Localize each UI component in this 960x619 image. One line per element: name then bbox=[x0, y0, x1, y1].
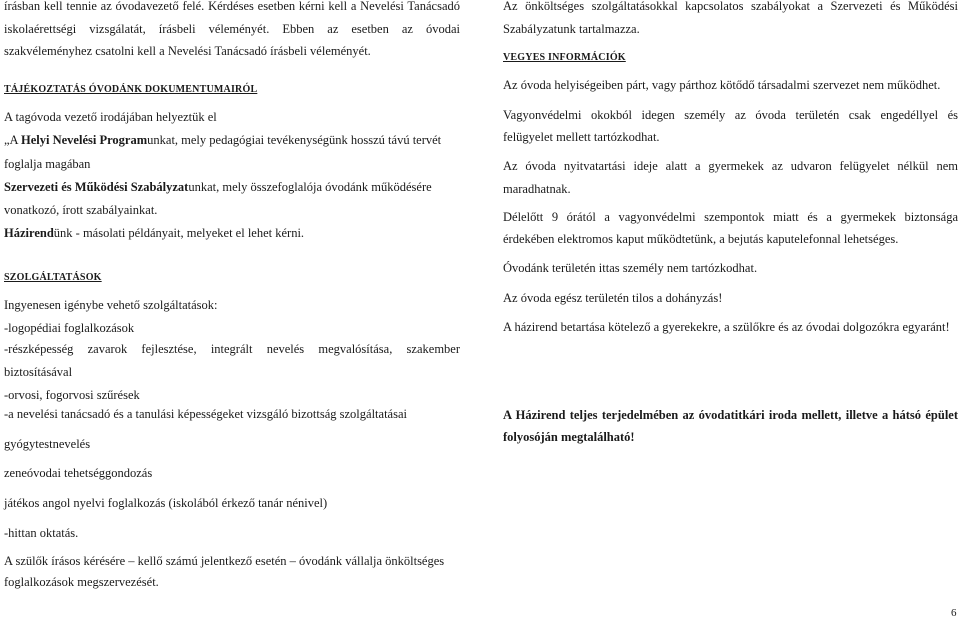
services-item: -részképesség zavarok fejlesztése, integrált nevelés megvalósítása, szakember bbox=[4, 342, 460, 356]
intro-line: szakvéleményhez csatolni kell a Nevelési Tanácsadó írásbeli véleményét. bbox=[4, 44, 371, 58]
services-item: -a nevelési tanácsadó és a tanulási képességeket vizsgáló bizottság szolgáltatásai bbox=[4, 407, 407, 421]
szmsz-rest: unkat, mely összefoglalója óvodánk működésére bbox=[188, 180, 432, 194]
misc-item: Óvodánk területén ittas személy nem tartózkodhat. bbox=[503, 261, 758, 275]
services-item: zeneóvodai tehetséggondozás bbox=[4, 466, 153, 480]
services-item: játékos angol nyelvi foglalkozás (iskolából érkező tanár nénivel) bbox=[4, 496, 328, 510]
misc-item: A házirend betartása kötelező a gyerekekre, a szülőkre és az óvodai dolgozókra egyaránt! bbox=[503, 320, 950, 334]
intro-line: írásban kell tennie az óvodavezető felé. Kérdéses esetben kérni kell a Nevelési Tanácsadó bbox=[4, 0, 460, 13]
services-item: A szülők írásos kérésére – kellő számú jelentkező esetén – óvodánk vállalja önköltséges bbox=[4, 554, 445, 568]
closing-line: A Házirend teljes terjedelmében az óvodatitkári iroda mellett, illetve a hátsó épület bbox=[503, 408, 958, 422]
program-quote: „A bbox=[4, 133, 22, 147]
misc-item: felügyelet mellett tartózkodhat. bbox=[503, 130, 660, 144]
program-rest: unkat, mely pedagógiai tevékenységünk hosszú távú tervét bbox=[147, 133, 442, 147]
documents-heading: TÁJÉKOZTATÁS ÓVODÁNK DOKUMENTUMAIRÓL bbox=[4, 84, 258, 95]
services-item: biztosításával bbox=[4, 365, 73, 379]
documents-intro: A tagóvoda vezető irodájában helyeztük el bbox=[4, 110, 217, 124]
misc-item: Az óvoda nyitvatartási ideje alatt a gyermekek az udvaron felügyelet nélkül nem bbox=[503, 159, 958, 173]
misc-item: érdekében elektromos kaput működtetünk, a bejutás kaputelefonnal lehetséges. bbox=[503, 232, 899, 246]
misc-heading: VEGYES INFORMÁCIÓK bbox=[503, 52, 626, 63]
hazirend-title: Házirend bbox=[4, 226, 54, 240]
hazirend-rest: ünk - másolati példányait, melyeket el lehet kérni. bbox=[53, 226, 305, 240]
misc-item: maradhatnak. bbox=[503, 182, 571, 196]
misc-item: Vagyonvédelmi okokból idegen személy az óvoda területén csak engedéllyel és bbox=[503, 108, 958, 122]
services-item: gyógytestnevelés bbox=[4, 437, 91, 451]
services-item: Ingyenesen igénybe vehető szolgáltatások: bbox=[4, 298, 218, 312]
services-item: foglalkozások megszervezését. bbox=[4, 575, 159, 589]
szmsz-line-2: vonatkozó, írott szabályainkat. bbox=[4, 203, 158, 217]
services-item: -logopédiai foglalkozások bbox=[4, 321, 135, 335]
closing-line: folyosóján megtalálható! bbox=[503, 430, 635, 444]
self-cost-line: Szabályzatunk tartalmazza. bbox=[503, 22, 640, 36]
program-title: Helyi Nevelési Program bbox=[21, 133, 148, 147]
misc-item: Az óvoda helyiségeiben párt, vagy párthoz kötődő társadalmi szervezet nem működhet. bbox=[503, 78, 941, 92]
self-cost-line: Az önköltséges szolgáltatásokkal kapcsolatos szabályokat a Szervezeti és Működési bbox=[503, 0, 958, 13]
szmsz-title: Szervezeti és Működési Szabályzat bbox=[4, 180, 189, 194]
services-item: -hittan oktatás. bbox=[4, 526, 79, 540]
misc-item: Délelőtt 9 órától a vagyonvédelmi szempontok miatt és a gyermekek biztonsága bbox=[503, 210, 958, 224]
page-number: 6 bbox=[951, 607, 957, 619]
szmsz-line bbox=[4, 179, 432, 195]
services-item: -orvosi, fogorvosi szűrések bbox=[4, 388, 140, 402]
hazirend-line bbox=[4, 225, 304, 241]
intro-line: iskolaérettségi vizsgálatát, írásbeli véleményét. Ebben az esetben az óvodai bbox=[4, 22, 460, 36]
misc-item: Az óvoda egész területén tilos a dohányzás! bbox=[503, 291, 723, 305]
program-line-2: foglalja magában bbox=[4, 157, 91, 171]
program-line bbox=[4, 132, 441, 148]
services-heading: SZOLGÁLTATÁSOK bbox=[4, 272, 102, 283]
